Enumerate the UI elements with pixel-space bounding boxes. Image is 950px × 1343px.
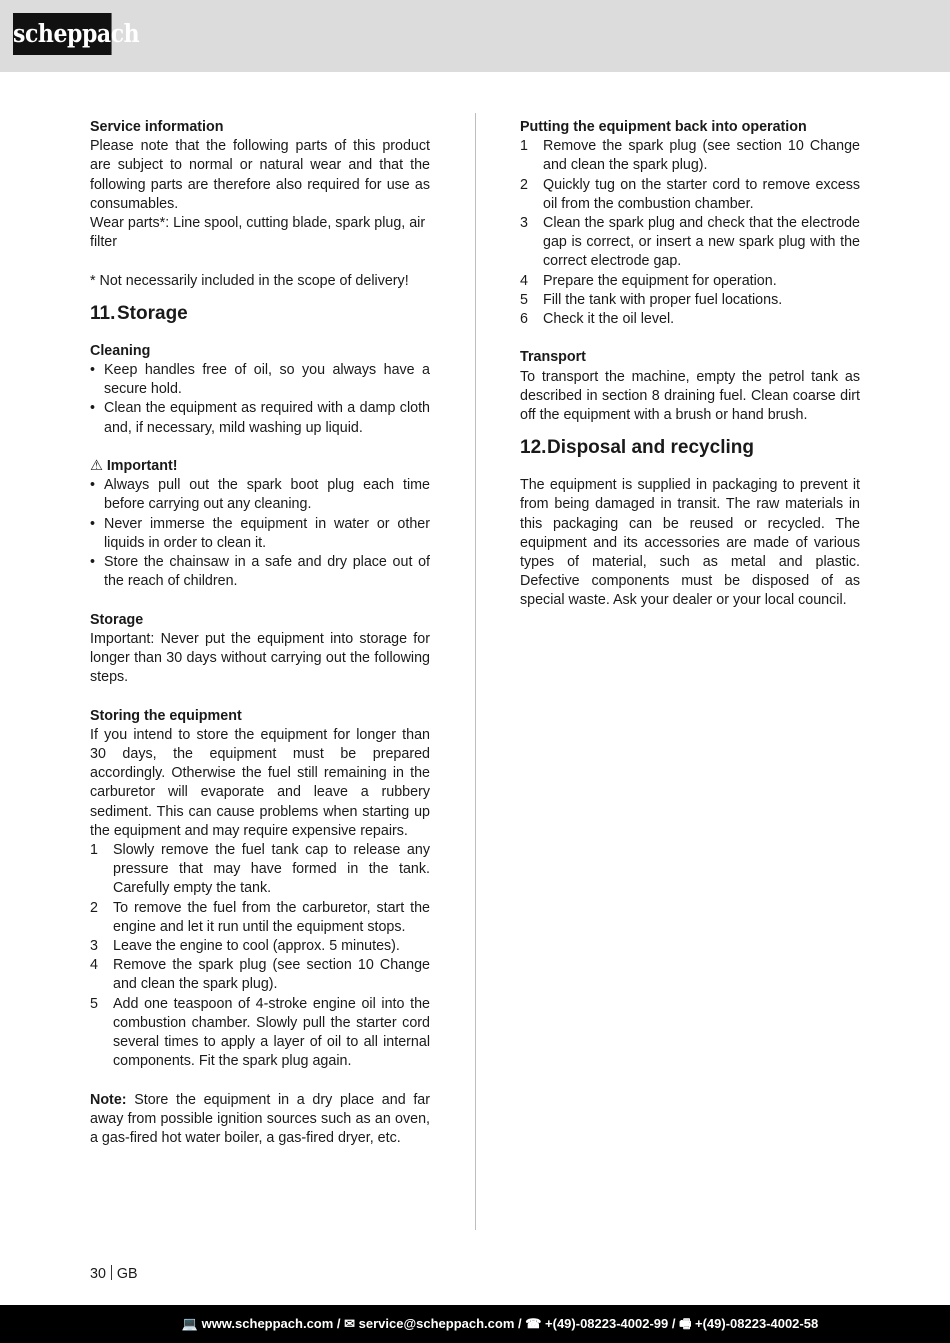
list-item: 6 Check it the oil level.	[520, 311, 675, 328]
section-number: 12.	[520, 437, 547, 459]
list-item: 5 Add one teaspoon of 4-stroke engine oil into the combustion chamber. Slowly pull the starter cord several times to apply a layer of oil to all internal components. Fit the spark plug again.	[90, 995, 430, 1070]
list-item: • Store the chainsaw in a safe and dry place out of the reach of children.	[90, 554, 430, 590]
list-item: • Clean the equipment as required with a damp cloth and, if necessary, mild washing up liquid.	[90, 400, 430, 436]
scheppach-logo: scheppach	[13, 13, 112, 55]
left-column	[90, 118, 430, 1148]
section-title: Disposal and recycling	[547, 437, 754, 459]
storage-heading: Storage	[90, 611, 144, 628]
list-item: 4 Remove the spark plug (see section 10 Change and clean the spark plug).	[90, 957, 430, 993]
section-number: 11.	[90, 302, 116, 324]
right-column	[520, 118, 860, 611]
list-item: • Always pull out the spark boot plug each time before carrying out any cleaning.	[90, 477, 430, 513]
list-item: 3 Clean the spark plug and check that the electrode gap is correct, or insert a new spark plug with the correct electrode gap.	[520, 215, 860, 270]
transport-heading: Transport	[520, 349, 586, 366]
storing-equipment-heading: Storing the equipment	[90, 707, 242, 724]
page-header	[0, 0, 950, 72]
service-information-text: Please note that the following parts of this product are subject to normal or natural wear and that the following parts are therefore also required for use as consumables.	[90, 138, 430, 212]
list-item: 3 Leave the engine to cool (approx. 5 minutes).	[90, 938, 400, 955]
list-item: 1 Slowly remove the fuel tank cap to release any pressure that may have formed in the tank. Carefully empty the tank.	[90, 842, 430, 897]
page-footer	[0, 1305, 950, 1343]
list-item: • Keep handles free of oil, so you always have a secure hold.	[90, 362, 430, 398]
footnote: * Not necessarily included in the scope of delivery!	[90, 272, 409, 289]
page-number: 30 GB	[90, 1266, 138, 1282]
storing-equipment-text: If you intend to store the equipment for longer than 30 days, the equipment must be prepared accordingly. Otherwise the fuel still remaining in the carburetor will evaporate and leave a rubbery sediment. This can cause problems when starting up the equipment and may require expensive repairs.	[90, 726, 430, 839]
wear-parts-text: Wear parts*: Line spool, cutting blade, spark plug, air filter	[90, 215, 426, 251]
service-information-heading: Service information	[90, 119, 224, 135]
storage-text: Important: Never put the equipment into storage for longer than 30 days without carrying out the following steps.	[90, 630, 430, 686]
storing-steps-list	[90, 841, 430, 1071]
operation-steps-list	[520, 137, 860, 329]
list-item: 4 Prepare the equipment for operation.	[520, 272, 777, 289]
list-item: 5 Fill the tank with proper fuel locations.	[520, 291, 783, 308]
note-text: Note: Store the equipment in a dry place and far away from possible ignition sources such as an oven, a gas-fired hot water boiler, a gas-fired dryer, etc.	[90, 1091, 430, 1147]
list-item: 2 To remove the fuel from the carburetor, start the engine and let it run until the equipment stops.	[90, 899, 430, 935]
cleaning-list	[90, 361, 430, 438]
important-list	[90, 476, 430, 591]
section-11-heading	[90, 296, 430, 332]
transport-text: To transport the machine, empty the petrol tank as described in section 8 draining fuel. Clean coarse dirt off the equipment with a brush or hand brush.	[520, 368, 860, 424]
section-title: Storage	[117, 302, 188, 324]
column-divider	[475, 113, 476, 1230]
back-into-operation-heading: Putting the equipment back into operation	[520, 119, 807, 135]
cleaning-heading: Cleaning	[90, 342, 151, 359]
warning-icon: ⚠	[90, 458, 103, 475]
list-item: 1 Remove the spark plug (see section 10 Change and clean the spark plug).	[520, 138, 860, 174]
important-heading: ⚠ Important!	[90, 458, 178, 475]
list-item: 2 Quickly tug on the starter cord to remove excess oil from the combustion chamber.	[520, 176, 860, 212]
section-12-heading	[520, 430, 860, 466]
contact-line: 💻 www.scheppach.com / ✉ service@scheppach.com / ☎ +(49)-08223-4002-99 / 🖷 +(49)-08223-4002-58	[181, 1316, 819, 1331]
disposal-text: The equipment is supplied in packaging to prevent it from being damaged in transit. The raw materials in this packaging can be reused or recycled. The equipment and its accessories are made of various types of material, such as metal and plastic. Defective components must be disposed of as special waste. Ask your dealer or your local council.	[520, 477, 860, 609]
list-item: • Never immerse the equipment in water or other liquids in order to clean it.	[90, 515, 430, 551]
